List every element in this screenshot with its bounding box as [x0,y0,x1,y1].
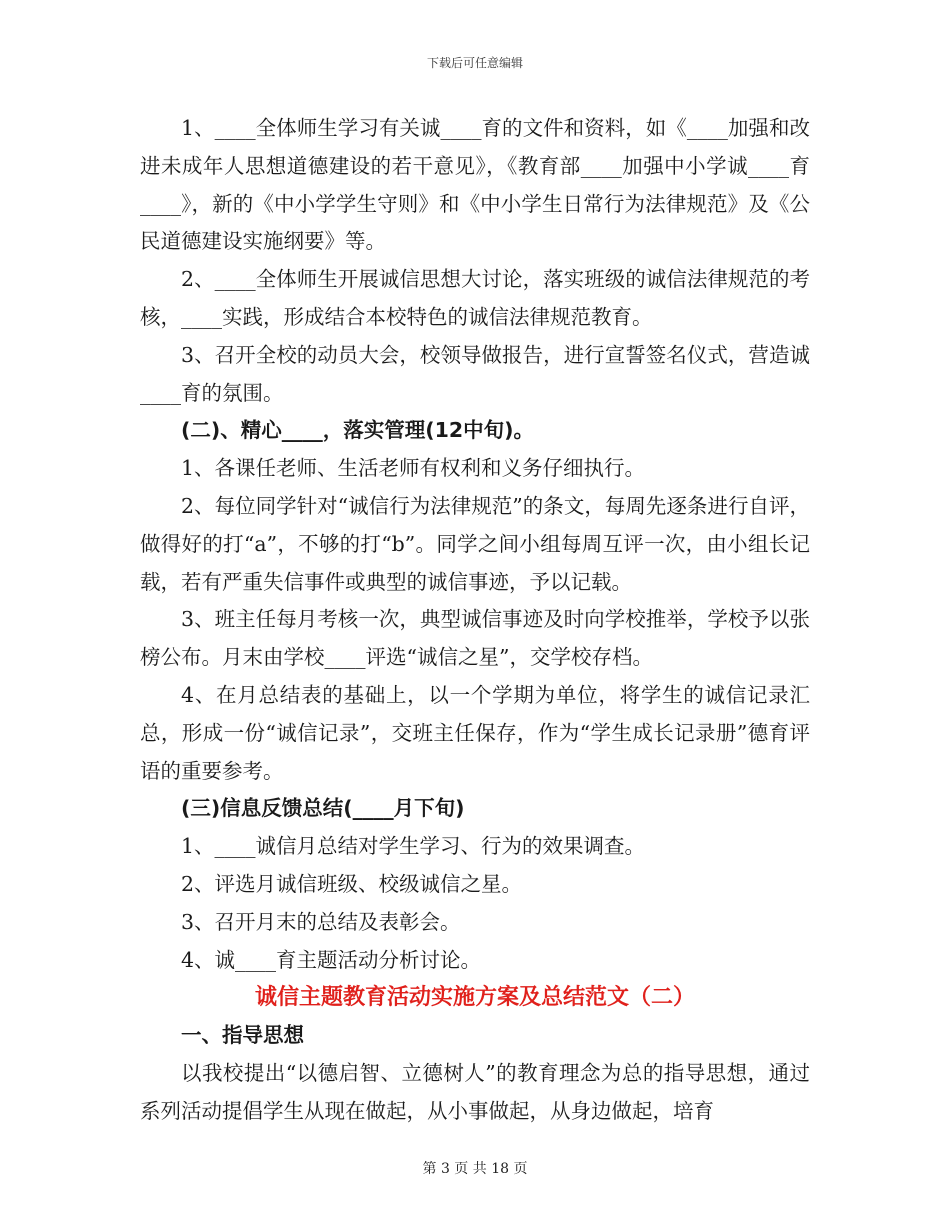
paragraph-5: 2、每位同学针对“诚信行为法律规范”的条文，每周先逐条进行自评，做得好的打“a”，不够的打“b”。同学之间小组每周互评一次，由小组长记载，若有严重失信事件或典型的诚信事迹，予以记载。 [140,493,810,594]
paragraph-7: 4、在月总结表的基础上，以一个学期为单位，将学生的诚信记录汇总，形成一份“诚信记录”，交班主任保存，作为“学生成长记录册”德育评语的重要参考。 [140,682,810,783]
paragraph-11: 4、诚____育主题活动分析讨论。 [181,947,482,972]
paragraph-8: 1、____诚信月总结对学生学习、行为的效果调查。 [181,834,646,859]
heading-step-2: (二)、精心____，落实管理(12中旬)。 [181,418,535,443]
page-number-footer: 第 3 页 共 18 页 [422,1161,528,1177]
paragraph-2: 2、____全体师生开展诚信思想大讨论，落实班级的诚信法律规范的考核，____实践，形成结合本校特色的诚信法律规范教育。 [140,267,810,329]
paragraph-4: 1、各课任老师、生活老师有权利和义务仔细执行。 [181,456,646,481]
subheading-guiding-thought: 一、指导思想 [181,1023,304,1048]
paragraph-6: 3、班主任每月考核一次，典型诚信事迹及时向学校推举，学校予以张榜公布。月末由学校____评选“诚信之星”，交学校存档。 [140,607,810,670]
paragraph-12: 以我校提出“以德启智、立德树人”的教育理念为总的指导思想，通过系列活动提倡学生从现在做起，从小事做起，从身边做起，培育 [140,1060,810,1123]
paragraph-3: 3、召开全校的动员大会，校领导做报告，进行宣誓签名仪式，营造诚____育的氛围。 [140,342,810,405]
paragraph-10: 3、召开月末的总结及表彰会。 [181,909,461,934]
paragraph-9: 2、评选月诚信班级、校级诚信之星。 [181,871,523,896]
section-title: 诚信主题教育活动实施方案及总结范文（二） [254,985,695,1011]
document-body [140,110,810,1131]
paragraph-1: 1、____全体师生学习有关诚____育的文件和资料，如《____加强和改进未成年人思想道德建设的若干意见》，《教育部____加强中小学诚____育____》，新的《中小学学生守则》和《中小学生日常行为法律规范》及《公民道德建设实施纲要》等。 [140,116,810,254]
heading-step-3: (三)信息反馈总结(____月下旬) [181,796,465,821]
page-header-note: 下载后可任意编辑 [426,56,523,70]
